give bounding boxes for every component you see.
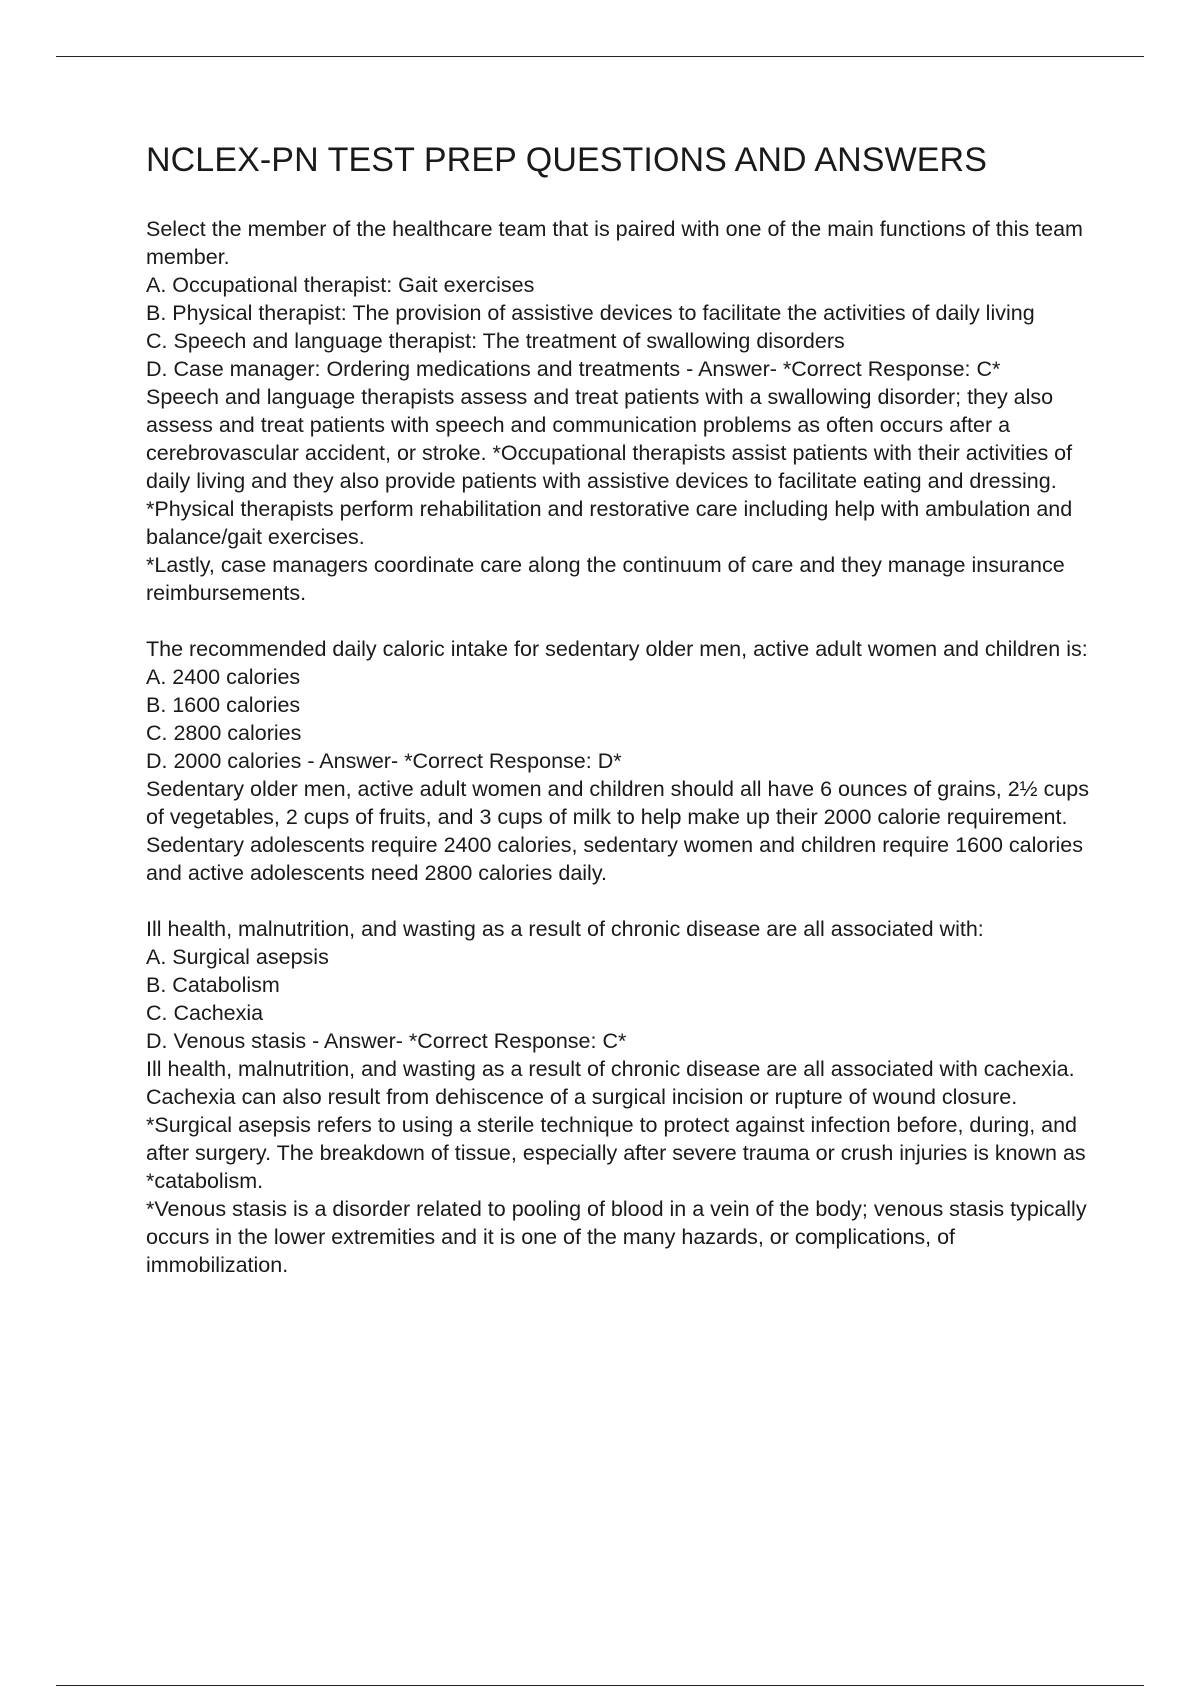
question-text: The recommended daily caloric intake for sedentary older men, active adult women and children is: [146, 636, 1088, 661]
answer-option-d-with-answer: D. Venous stasis - Answer- *Correct Response: C* [146, 1028, 627, 1053]
answer-option-b: B. 1600 calories [146, 692, 301, 717]
answer-option-a: A. Surgical asepsis [146, 944, 329, 969]
rationale-paragraph: Speech and language therapists assess and treat patients with a swallowing disorder; they also assess and treat patients with speech and communication problems as often occurs after a cerebrovascular accident, or stroke. *Occupational therapists assist patients with their activities of daily living and they also provide patients with assistive devices to facilitate eating and dressing. [146, 384, 1073, 493]
rationale-paragraph: *Physical therapists perform rehabilitation and restorative care including help with ambulation and balance/gait exercises. [146, 496, 1073, 549]
question-block-3 [146, 915, 1096, 1279]
document-body [146, 140, 1096, 1307]
answer-option-d-with-answer: D. 2000 calories - Answer- *Correct Response: D* [146, 748, 622, 773]
rationale-paragraph: Ill health, malnutrition, and wasting as a result of chronic disease are all associated with cachexia. Cachexia can also result from dehiscence of a surgical incision or rupture of wound closure. [146, 1056, 1075, 1109]
bottom-divider [56, 1685, 1144, 1686]
question-text: Ill health, malnutrition, and wasting as a result of chronic disease are all associated with: [146, 916, 984, 941]
rationale-paragraph: *Lastly, case managers coordinate care along the continuum of care and they manage insurance reimbursements. [146, 552, 1065, 605]
answer-option-a: A. Occupational therapist: Gait exercises [146, 272, 535, 297]
question-text: Select the member of the healthcare team that is paired with one of the main functions of this team member. [146, 216, 1083, 269]
answer-option-b: B. Physical therapist: The provision of assistive devices to facilitate the activities of daily living [146, 300, 1035, 325]
answer-option-d-with-answer: D. Case manager: Ordering medications and treatments - Answer- *Correct Response: C* [146, 356, 1001, 381]
answer-option-c: C. 2800 calories [146, 720, 302, 745]
answer-option-b: B. Catabolism [146, 972, 280, 997]
answer-option-c: C. Cachexia [146, 1000, 264, 1025]
rationale-paragraph: *Venous stasis is a disorder related to pooling of blood in a vein of the body; venous stasis typically occurs in the lower extremities and it is one of the many hazards, or complications, of immobilization. [146, 1196, 1087, 1277]
answer-option-c: C. Speech and language therapist: The treatment of swallowing disorders [146, 328, 845, 353]
top-divider [56, 56, 1144, 57]
question-block-1 [146, 215, 1096, 607]
answer-option-a: A. 2400 calories [146, 664, 301, 689]
rationale-paragraph: *Surgical asepsis refers to using a sterile technique to protect against infection before, during, and after surgery. The breakdown of tissue, especially after severe trauma or crush injuries is known as *catabolism. [146, 1112, 1086, 1193]
rationale-paragraph: Sedentary older men, active adult women and children should all have 6 ounces of grains, 2½ cups of vegetables, 2 cups of fruits, and 3 cups of milk to help make up their 2000 calorie requirement. Sedentary adolescents require 2400 calories, sedentary women and children require 1600 calories and active adolescents need 2800 calories daily. [146, 776, 1089, 885]
page-title: NCLEX-PN TEST PREP QUESTIONS AND ANSWERS [146, 141, 987, 179]
question-block-2 [146, 635, 1096, 887]
